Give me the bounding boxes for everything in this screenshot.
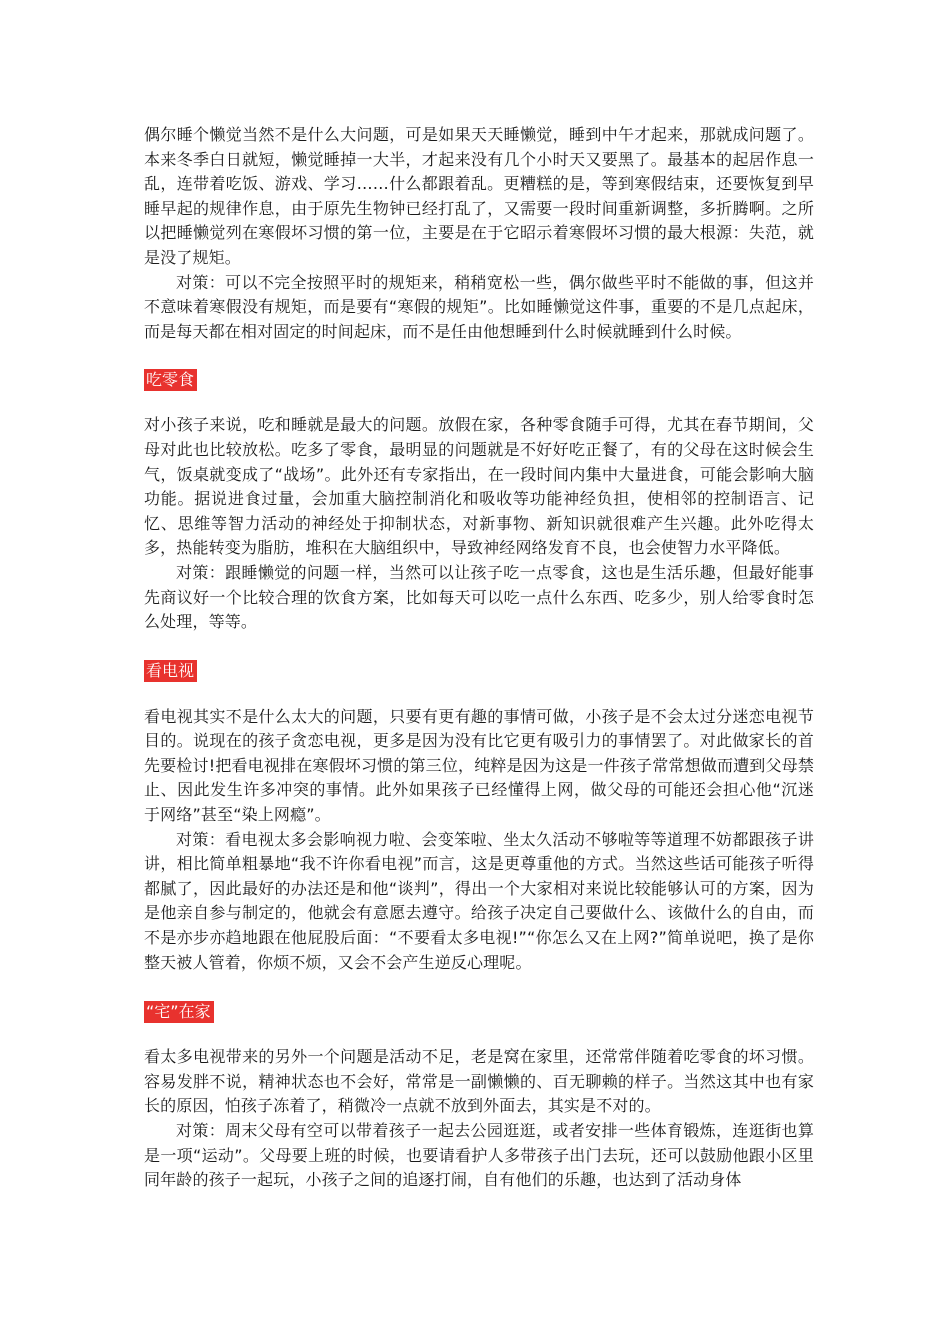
paragraph-tv: 看电视其实不是什么太大的问题，只要有更有趣的事情可做，小孩子是不会太过分迷恋电视节目的。说现在的孩子贪恋电视，更多是因为没有比它更有吸引力的事情罢了。对此做家长的首先要检讨!把看电视排在寒假坏习惯的第三位，纯粹是因为这是一件孩子常常想做而遭到父母禁止、因此发生许多冲突的事情。此外如果孩子已经懂得上网，做父母的可能还会担心他“沉迷于网络”甚至“染上网瘾”。 [144,706,814,825]
paragraph-oversleeping: 偶尔睡个懒觉当然不是什么大问题，可是如果天天睡懒觉，睡到中午才起来，那就成问题了。本来冬季白日就短，懒觉睡掉一大半，才起来没有几个小时天又要黑了。最基本的起居作息一乱，连带着吃饭、游戏、学习……什么都跟着乱。更糟糕的是，等到寒假结束，还要恢复到早睡早起的规律作息，由于原先生物钟已经打乱了，又需要一段时间重新调整，多折腾啊。之所以把睡懒觉列在寒假坏习惯的第一位，主要是在于它昭示着寒假坏习惯的最大根源：失范，就是没了规矩。 [144,125,814,267]
section-heading-tv: 看电视 [144,660,197,682]
section-heading-tv-wrap [144,660,814,682]
paragraph-snacks: 对小孩子来说，吃和睡就是最大的问题。放假在家，各种零食随手可得，尤其在春节期间，父母对此也比较放松。吃多了零食，最明显的问题就是不好好吃正餐了，有的父母在这时候会生气，饭桌就变成了“战场”。此外还有专家指出，在一段时间内集中大量进食，可能会影响大脑功能。据说进食过量，会加重大脑控制消化和吸收等功能神经负担，使相邻的控制语言、记忆、思维等智力活动的神经处于抑制状态，对新事物、新知识就很难产生兴趣。此外吃得太多，热能转变为脂肪，堆积在大脑组织中，导致神经网络发育不良，也会使智力水平降低。 [144,415,814,558]
paragraph-staying-home-strategy: 对策：周末父母有空可以带着孩子一起去公园逛逛，或者安排一些体育锻炼，连逛街也算是一项“运动”。父母要上班的时候，也要请看护人多带孩子出门去玩，还可以鼓励他跟小区里同年龄的孩子一起玩，小孩子之间的追逐打闹，自有他们的乐趣，也达到了活动身体 [144,1121,814,1190]
paragraph-oversleeping-strategy: 对策：可以不完全按照平时的规矩来，稍稍宽松一些，偶尔做些平时不能做的事，但这并不意味着寒假没有规矩，而是要有“寒假的规矩”。比如睡懒觉这件事，重要的不是几点起床，而是每天都在相对固定的时间起床，而不是任由他想睡到什么时候就睡到什么时候。 [144,272,814,341]
paragraph-staying-home: 看太多电视带来的另外一个问题是活动不足，老是窝在家里，还常常伴随着吃零食的坏习惯。容易发胖不说，精神状态也不会好，常常是一副懒懒的、百无聊赖的样子。当然这其中也有家长的原因，怕孩子冻着了，稍微冷一点就不放到外面去，其实是不对的。 [144,1047,814,1116]
section-heading-staying-home: “宅”在家 [144,1001,214,1023]
paragraph-tv-strategy: 对策：看电视太多会影响视力啦、会变笨啦、坐太久活动不够啦等等道理不妨都跟孩子讲讲，相比简单粗暴地“我不许你看电视”而言，这是更尊重他的方式。当然这些话可能孩子听得都腻了，因此最好的办法还是和他“谈判”，得出一个大家相对来说比较能够认可的方案，因为是他亲自参与制定的，他就会有意愿去遵守。给孩子决定自己要做什么、该做什么的自由，而不是亦步亦趋地跟在他屁股后面：“不要看太多电视!”“你怎么又在上网?”简单说吧，换了是你整天被人管着，你烦不烦，又会不会产生逆反心理呢。 [144,829,814,972]
article-body [144,123,814,1193]
section-heading-snacks-wrap [144,369,814,391]
section-heading-home-wrap [144,1001,814,1023]
paragraph-snacks-strategy: 对策：跟睡懒觉的问题一样，当然可以让孩子吃一点零食，这也是生活乐趣，但最好能事先商议好一个比较合理的饮食方案，比如每天可以吃一点什么东西、吃多少，别人给零食时怎么处理，等等。 [144,562,814,632]
section-heading-snacks: 吃零食 [144,369,197,391]
